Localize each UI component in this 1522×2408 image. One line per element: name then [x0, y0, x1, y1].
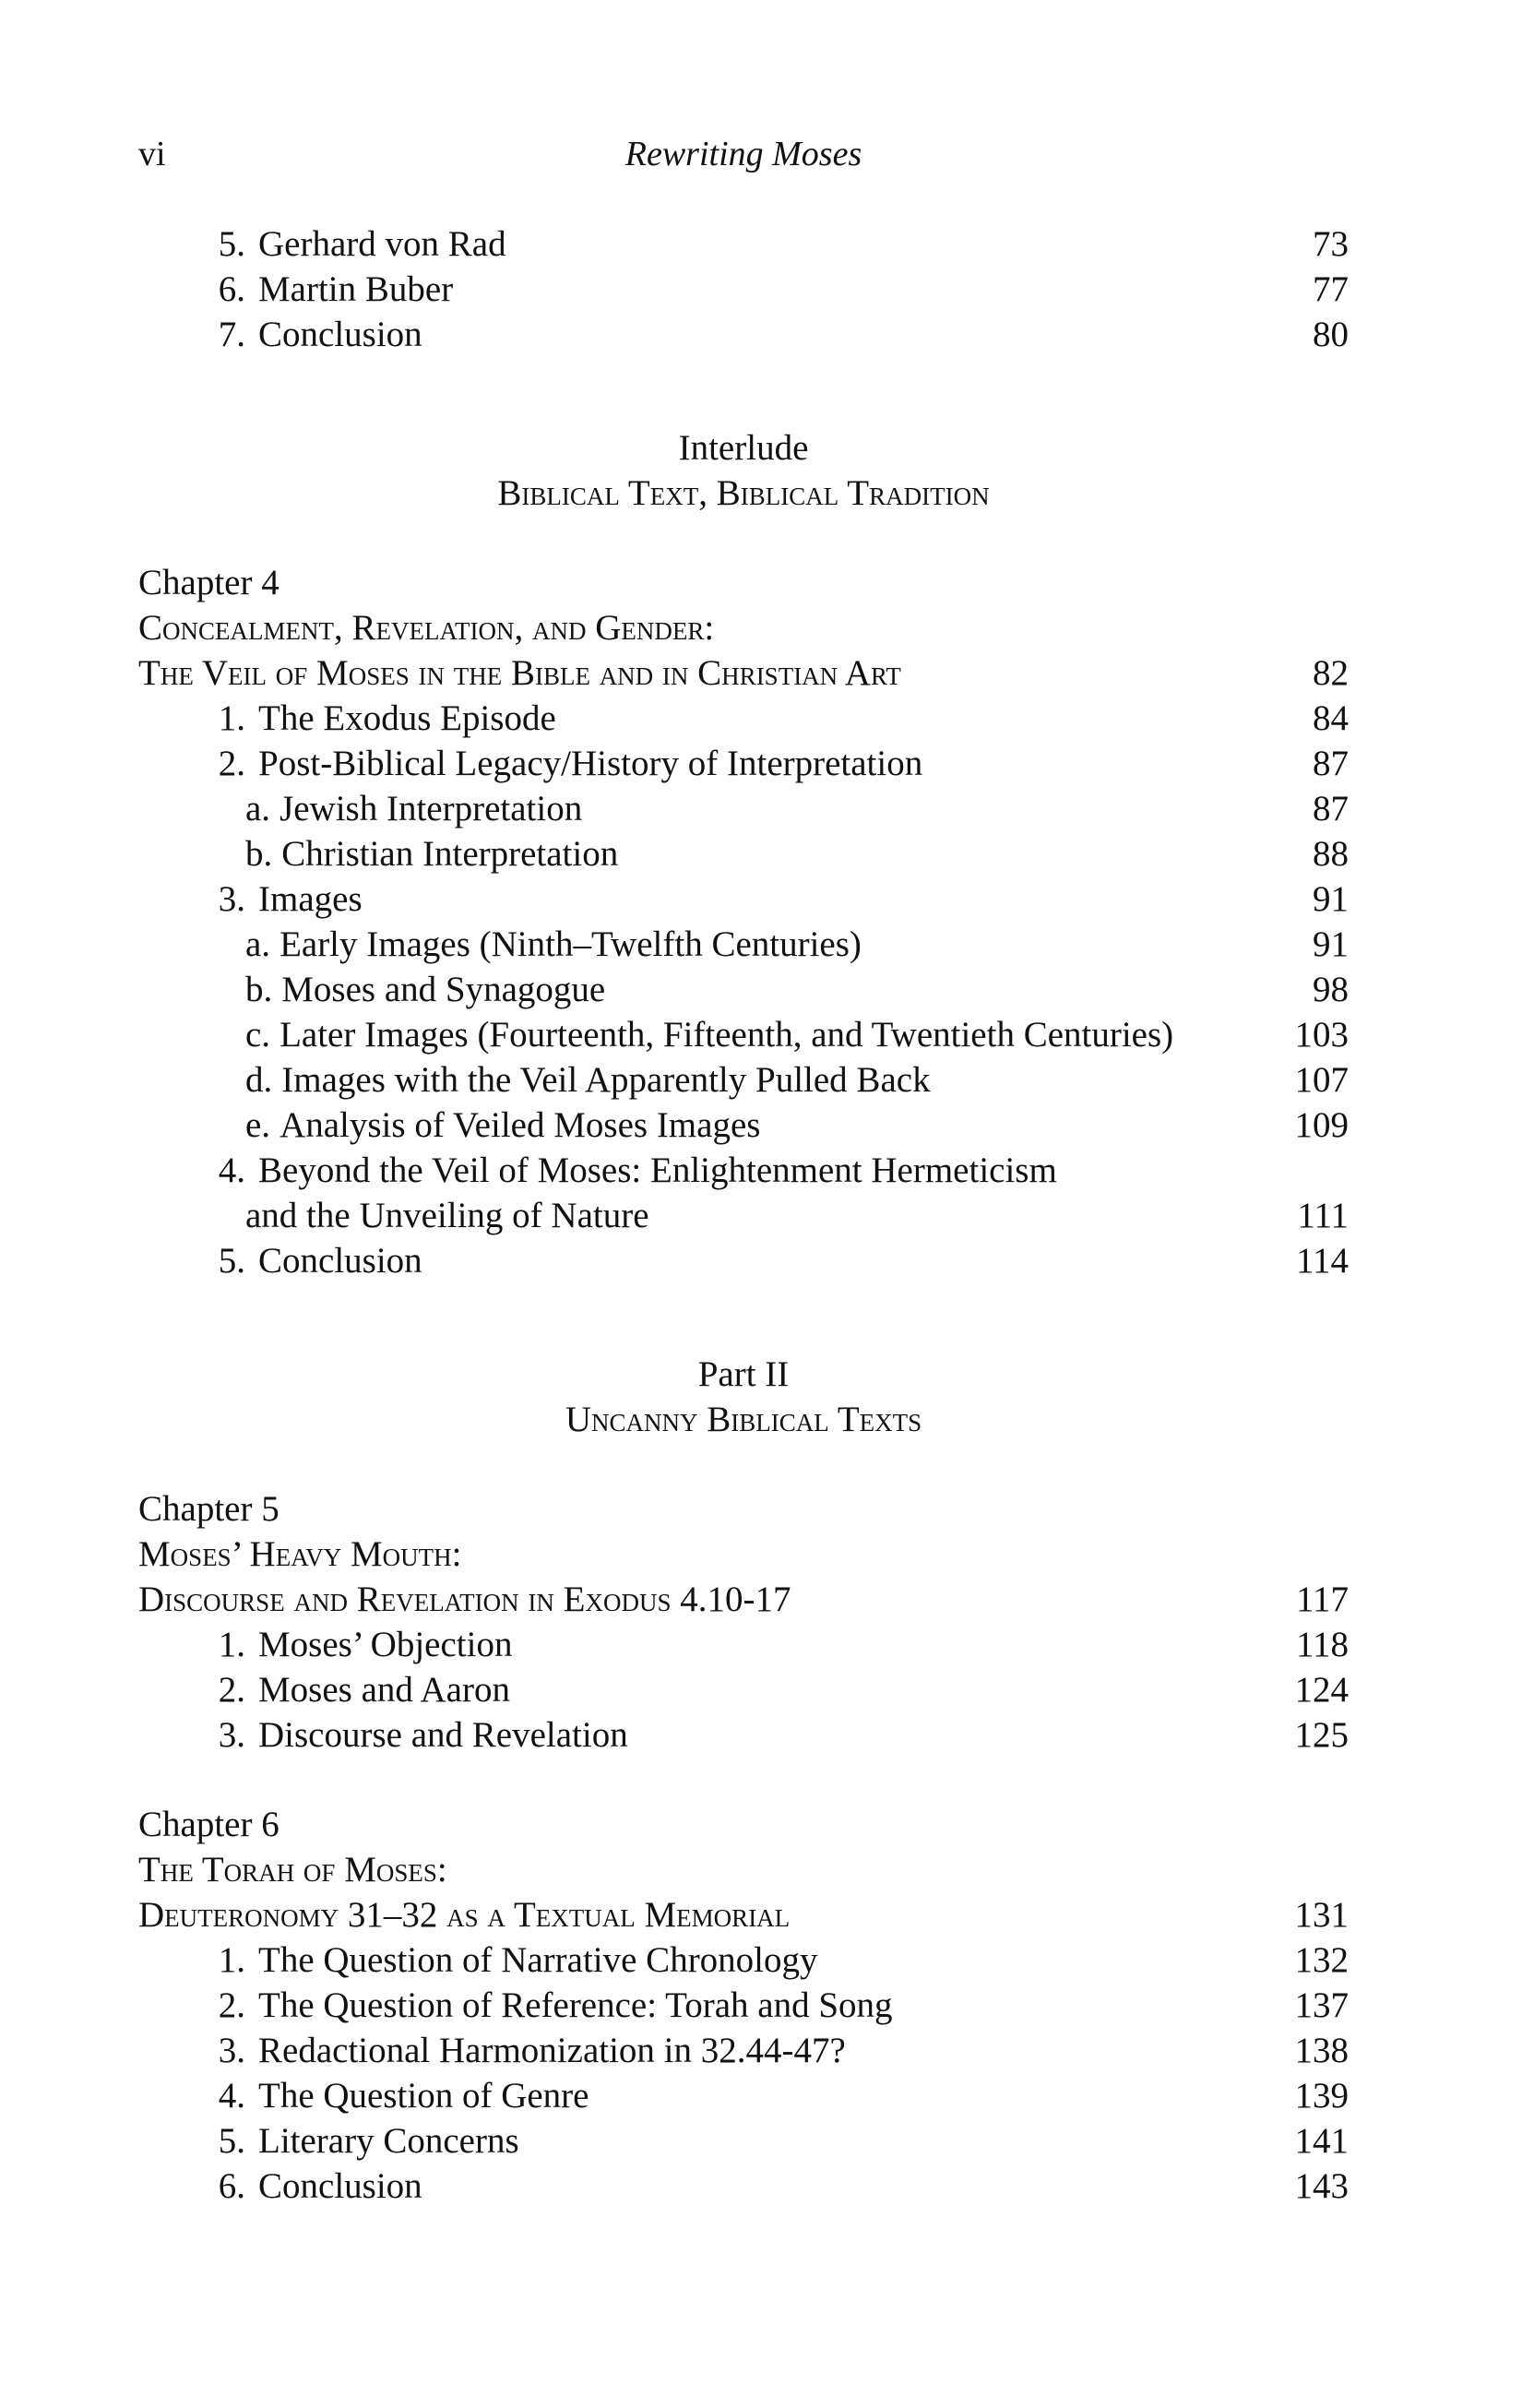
entry-title: Literary Concerns: [258, 2121, 519, 2161]
entry-number: 1.: [218, 1940, 245, 1980]
entry-page: 98: [1313, 970, 1349, 1009]
toc-subentry[interactable]: [138, 831, 1349, 876]
entry-letter: a.: [245, 789, 271, 828]
entry-page: 107: [1294, 1060, 1349, 1100]
entry-title: Analysis of Veiled Moses Images: [279, 1105, 761, 1145]
toc-entry[interactable]: [138, 221, 1349, 267]
chapter-title: Deuteronomy 31–32 as a Textual Memorial: [138, 1895, 791, 1935]
chapter-title-line[interactable]: [138, 1577, 1349, 1622]
toc-subentry[interactable]: [138, 922, 1349, 967]
entry-letter: e.: [245, 1105, 271, 1145]
toc-entry[interactable]: [138, 267, 1349, 312]
toc-entry[interactable]: [138, 1937, 1349, 1983]
chapter-title-line[interactable]: [138, 650, 1349, 696]
entry-title: Gerhard von Rad: [258, 224, 506, 264]
entry-title: Early Images (Ninth–Twelfth Centuries): [279, 924, 862, 964]
entry-letter: b.: [245, 970, 273, 1009]
entry-page: 88: [1313, 834, 1349, 874]
toc-entry[interactable]: [138, 2118, 1349, 2164]
toc-entry[interactable]: [138, 1712, 1349, 1758]
entry-letter: b.: [245, 834, 273, 874]
chapter-label: Chapter 4: [138, 563, 279, 602]
entry-number: 2.: [218, 744, 245, 783]
entry-number: 6.: [218, 269, 245, 309]
entry-page: 132: [1294, 1940, 1349, 1980]
toc-entry[interactable]: [138, 1983, 1349, 2028]
chapter-title-line[interactable]: Concealment, Revelation, and Gender:: [138, 608, 715, 648]
entry-page: 139: [1294, 2076, 1349, 2116]
chapter-title: The Veil of Moses in the Bible and in Christian Art: [138, 653, 901, 693]
toc-content: [138, 221, 1349, 2209]
toc-subentry[interactable]: [138, 1103, 1349, 1148]
entry-title: Christian Interpretation: [281, 834, 619, 874]
toc-entry[interactable]: [138, 2028, 1349, 2073]
entry-title: Later Images (Fourteenth, Fifteenth, and Twentieth Centuries): [279, 1015, 1174, 1055]
chapter-title-line[interactable]: Moses’ Heavy Mouth:: [138, 1534, 462, 1574]
entry-title: Jewish Interpretation: [279, 789, 583, 828]
entry-page: 143: [1294, 2166, 1349, 2206]
toc-subentry[interactable]: [138, 1012, 1349, 1057]
toc-subentry[interactable]: [138, 967, 1349, 1012]
entry-page: 91: [1313, 879, 1349, 919]
entry-letter: c.: [245, 1015, 271, 1055]
toc-entry[interactable]: [138, 2164, 1349, 2209]
chapter-title: Discourse and Revelation in Exodus 4.10-17: [138, 1580, 791, 1619]
entry-number: 5.: [218, 1241, 245, 1281]
entry-title: The Question of Genre: [258, 2076, 589, 2116]
entry-title: Beyond the Veil of Moses: Enlightenment Hermeticism: [258, 1150, 1057, 1190]
entry-page: 124: [1294, 1670, 1349, 1710]
entry-number: 4.: [218, 1150, 245, 1190]
entry-letter: a.: [245, 924, 271, 964]
entry-page: 87: [1313, 744, 1349, 783]
entry-number: 1.: [218, 698, 245, 738]
entry-title-continued: and the Unveiling of Nature: [245, 1196, 649, 1235]
entry-number: 3.: [218, 879, 245, 919]
entry-page: 103: [1294, 1015, 1349, 1055]
part-title[interactable]: Uncanny Biblical Texts: [565, 1400, 922, 1439]
running-title: Rewriting Moses: [624, 135, 862, 173]
entry-number: 6.: [218, 2166, 245, 2206]
toc-entry[interactable]: [138, 1148, 1349, 1193]
entry-page: 80: [1313, 315, 1349, 354]
toc-entry-continuation[interactable]: [138, 1193, 1349, 1238]
entry-title: Images with the Veil Apparently Pulled Back: [281, 1060, 931, 1100]
toc-entry[interactable]: [138, 1238, 1349, 1283]
entry-number: 1.: [218, 1625, 245, 1664]
entry-number: 3.: [218, 2031, 245, 2070]
entry-number: 4.: [218, 2076, 245, 2116]
entry-title: Moses’ Objection: [258, 1625, 513, 1664]
entry-page: 125: [1294, 1715, 1349, 1755]
chapter-label: Chapter 6: [138, 1805, 279, 1844]
entry-title: The Exodus Episode: [258, 698, 556, 738]
entry-title: Post-Biblical Legacy/History of Interpretation: [258, 744, 923, 783]
entry-page: 77: [1313, 269, 1349, 309]
entry-title: Conclusion: [258, 2166, 422, 2206]
entry-title: Martin Buber: [258, 269, 454, 309]
chapter-label: Chapter 5: [138, 1489, 279, 1529]
entry-page: 109: [1294, 1105, 1349, 1145]
toc-entry[interactable]: [138, 741, 1349, 786]
chapter-title-line[interactable]: The Torah of Moses:: [138, 1850, 447, 1889]
entry-page: 114: [1295, 1241, 1349, 1281]
entry-page: 137: [1294, 1985, 1349, 2025]
entry-page: 84: [1313, 698, 1349, 738]
running-header: [138, 131, 1349, 177]
entry-page: 111: [1297, 1196, 1349, 1235]
entry-number: 2.: [218, 1670, 245, 1710]
entry-number: 3.: [218, 1715, 245, 1755]
entry-title: Images: [258, 879, 363, 919]
entry-number: 2.: [218, 1985, 245, 2025]
entry-title: Conclusion: [258, 1241, 422, 1281]
toc-subentry[interactable]: [138, 786, 1349, 831]
entry-page: 138: [1294, 2031, 1349, 2070]
entry-title: Redactional Harmonization in 32.44-47?: [258, 2031, 846, 2070]
entry-number: 7.: [218, 315, 245, 354]
entry-title: The Question of Narrative Chronology: [258, 1940, 818, 1980]
entry-title: The Question of Reference: Torah and Song: [258, 1985, 893, 2025]
toc-entry[interactable]: [138, 312, 1349, 357]
entry-page: 118: [1295, 1625, 1349, 1664]
entry-letter: d.: [245, 1060, 273, 1100]
chapter-page: 82: [1313, 653, 1349, 693]
entry-page: 141: [1294, 2121, 1349, 2161]
toc-entry[interactable]: [138, 2073, 1349, 2118]
toc-entry[interactable]: [138, 1667, 1349, 1712]
chapter-title-line[interactable]: [138, 1892, 1349, 1937]
entry-page: 73: [1313, 224, 1349, 264]
entry-number: 5.: [218, 2121, 245, 2161]
interlude-title[interactable]: Biblical Text, Biblical Tradition: [497, 473, 990, 513]
toc-entry[interactable]: [138, 1622, 1349, 1667]
entry-title: Discourse and Revelation: [258, 1715, 628, 1755]
chapter-page: 131: [1294, 1895, 1349, 1935]
entry-title: Moses and Synagogue: [281, 970, 606, 1009]
chapter-page: 117: [1295, 1580, 1349, 1619]
toc-entry[interactable]: [138, 696, 1349, 741]
page-folio: vi: [138, 135, 166, 173]
entry-page: 91: [1313, 924, 1349, 964]
entry-number: 5.: [218, 224, 245, 264]
part-label: Part II: [697, 1354, 790, 1394]
toc-subentry[interactable]: [138, 1057, 1349, 1103]
interlude-label: Interlude: [678, 428, 809, 468]
entry-title: Moses and Aaron: [258, 1670, 510, 1710]
entry-page: 87: [1313, 789, 1349, 828]
toc-entry[interactable]: [138, 876, 1349, 922]
entry-title: Conclusion: [258, 315, 422, 354]
